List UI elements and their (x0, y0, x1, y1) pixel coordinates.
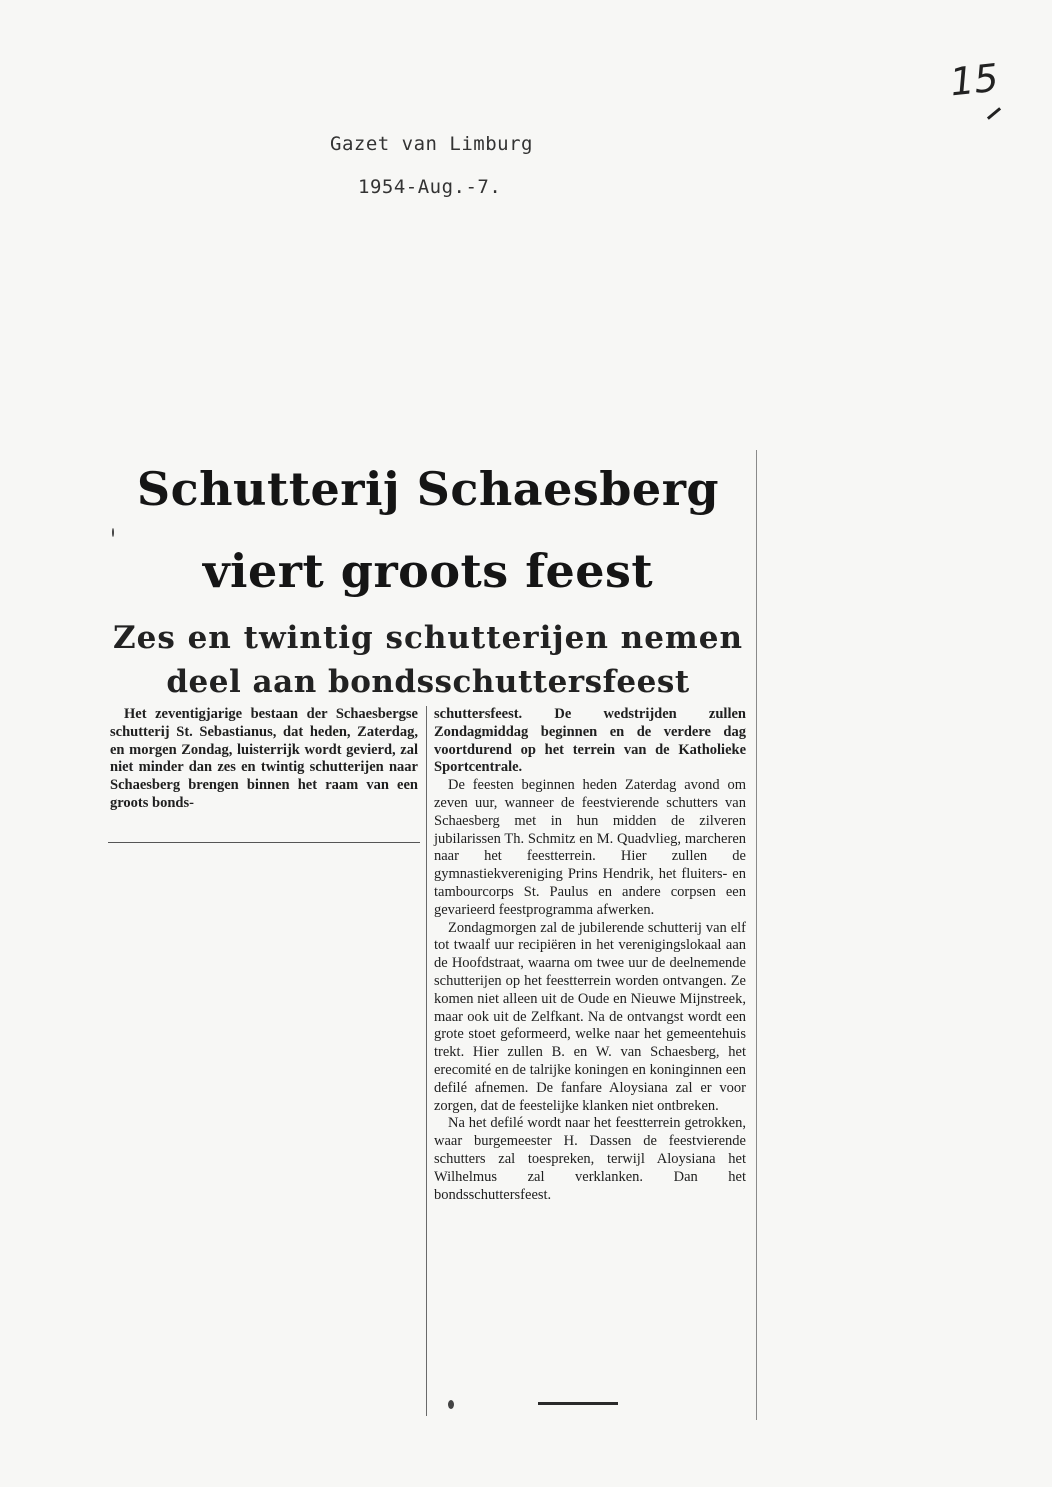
page-number: 15 (947, 55, 1001, 105)
source-stamp: Gazet van Limburg (330, 133, 533, 155)
subheadline-line-2: deel aan bondsschuttersfeest (166, 664, 690, 700)
body-paragraph-1: De feesten beginnen heden Zaterdag avond om zeven uur, wanneer de feestvierende schutters van Schaesberg met in hun midden de zilveren jubilarissen Th. Schmitz en M. Quadvlieg, marcheren naar het feestterrein. Hier zullen de gymnastiekvereniging Prins Hendrik, het fluiters- en tambourcorps St. Paulus en andere corpsen een gevarieerd feestprogramma afwerken. (434, 777, 746, 918)
column-divider (426, 706, 427, 1416)
date-stamp: 1954-Aug.-7. (358, 176, 502, 198)
body-paragraph-3: Na het defilé wordt naar het feestterrein getrokken, waar burgemeester H. Dassen de feestvierende schutters zal toespreken, terwijl Aloysiana het Wilhelmus zal verklanken. Dan het bondsschuttersfeest. (434, 1115, 746, 1203)
intro-continued: schuttersfeest. De wedstrijden zullen Zondagmiddag beginnen en de verdere dag voortdurend op het terrein van de Katholieke Sportcentrale. (434, 706, 746, 776)
scan-speck (448, 1400, 454, 1409)
clipping-edge (756, 450, 757, 1420)
newspaper-clipping (108, 440, 760, 1425)
headline-line-1: Schutterij Schaesberg (136, 462, 720, 516)
column-left (110, 706, 418, 813)
article-end-rule (538, 1402, 618, 1405)
column-right (434, 706, 746, 1204)
left-column-end-rule (108, 842, 420, 843)
intro-paragraph: Het zeventigjarige bestaan der Schaesbergse schutterij St. Sebastianus, dat heden, Zaterdag, en morgen Zondag, luisterrijk wordt gevierd, zal niet minder dan zes en twintig schutterijen naar Schaesberg brengen binnen het raam van een groots bonds- (110, 706, 418, 811)
body-paragraph-2: Zondagmorgen zal de jubilerende schutterij van elf tot twaalf uur recipiëren in het verenigingslokaal aan de Hoofdstraat, waarna om twee uur de deelnemende schutterijen op het feestterrein worden ontvangen. Ze komen niet alleen uit de Oude en Nieuwe Mijnstreek, maar ook uit de Zelfkant. Na de ontvangst wordt een grote stoet geformeerd, welke naar het gemeentehuis trekt. Hier zullen B. en W. van Schaesberg, het erecomité en de talrijke koningen en koninginnen een defilé afnemen. De fanfare Aloysiana zal er voor zorgen, dat de feestelijke klanken niet ontbreken. (434, 919, 746, 1114)
scan-speck (112, 528, 114, 537)
page-number-tick (987, 107, 1001, 120)
subheadline-line-1: Zes en twintig schutterijen nemen (112, 620, 743, 656)
headline-line-2: viert groots feest (202, 544, 654, 598)
